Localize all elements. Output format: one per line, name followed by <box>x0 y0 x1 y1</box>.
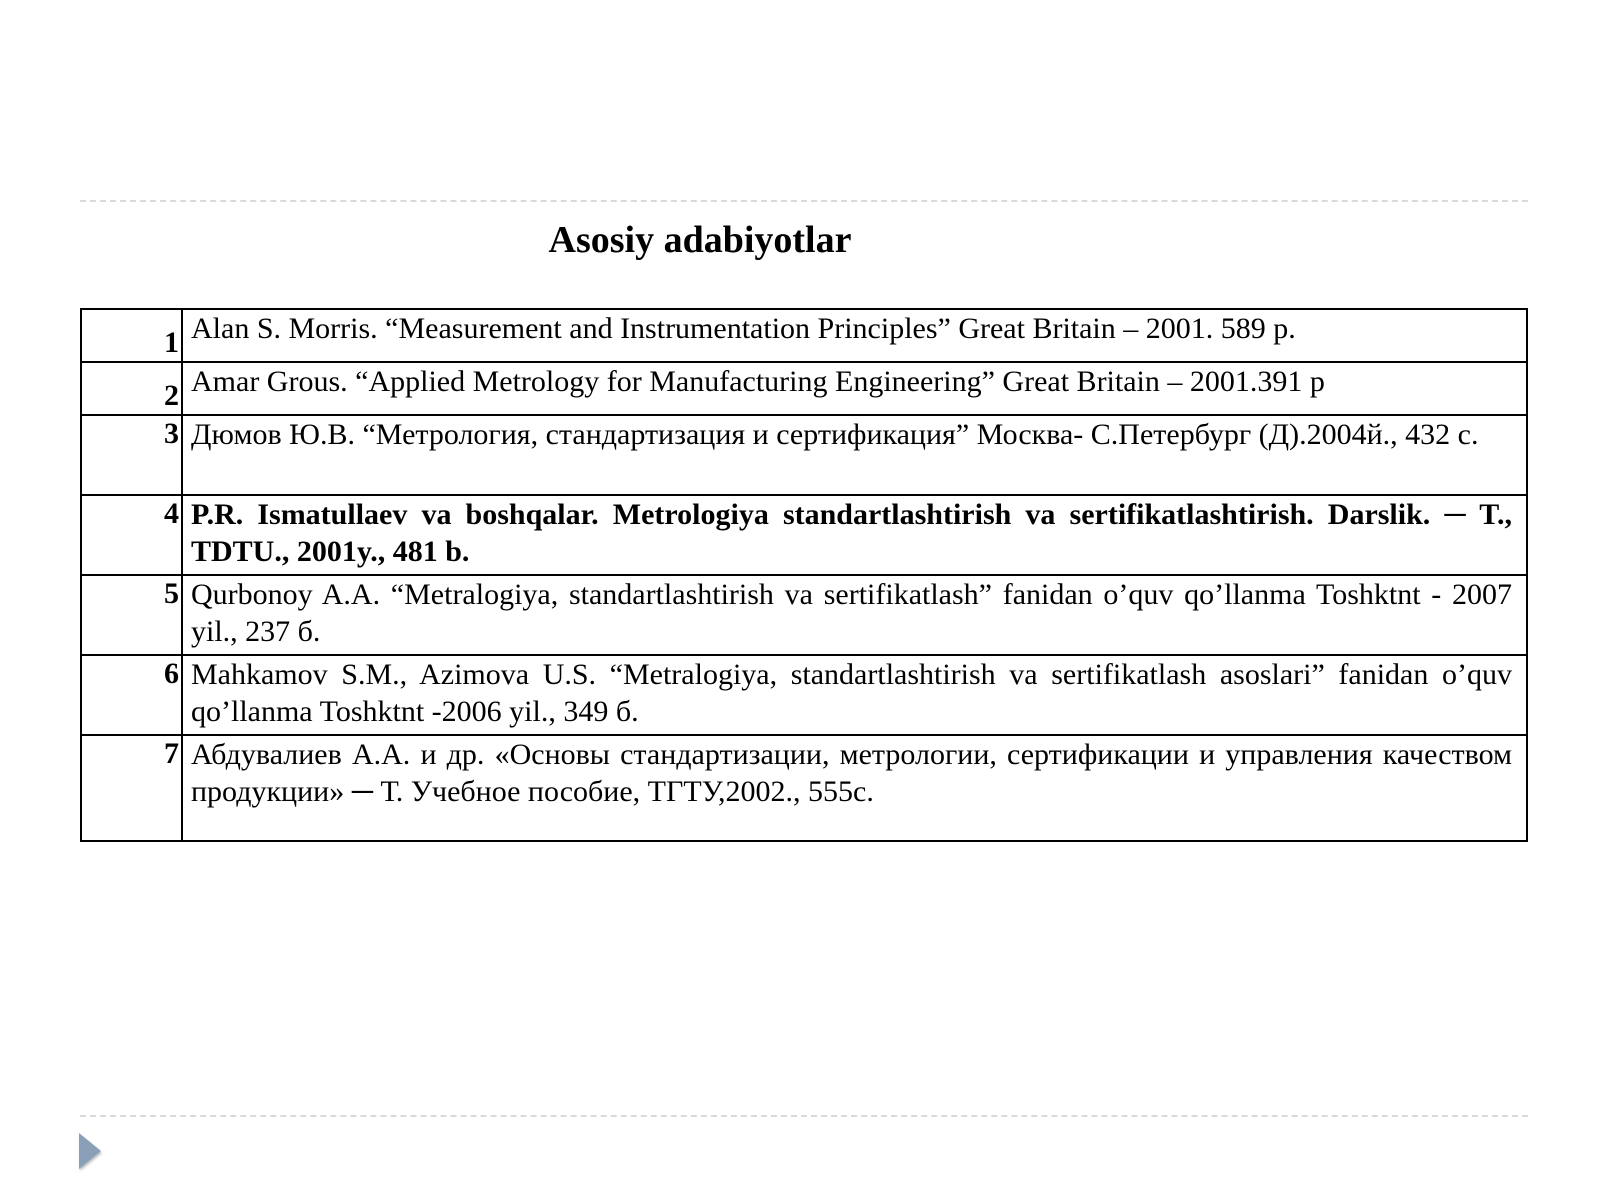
row-number: 1 <box>81 309 182 362</box>
row-number: 4 <box>81 495 182 575</box>
row-number: 7 <box>81 735 182 841</box>
table-row <box>81 735 1527 841</box>
row-number: 5 <box>81 575 182 655</box>
row-number: 6 <box>81 655 182 735</box>
reference-text: Mahkamov S.M., Azimova U.S. “Metralogiya, standartlashtirish va sertifikatlash asoslari” fanidan o’quv qo’llanma Toshktnt -2006 yil., 349 б. <box>182 655 1527 735</box>
bottom-divider <box>80 1115 1528 1117</box>
table-row <box>81 655 1527 735</box>
table-row <box>81 575 1527 655</box>
references-table <box>80 308 1528 842</box>
reference-text: Alan S. Morris. “Measurement and Instrumentation Principles” Great Britain – 2001. 589 p. <box>182 309 1527 362</box>
row-number: 2 <box>81 362 182 415</box>
table-row <box>81 309 1527 362</box>
play-arrow-icon[interactable] <box>79 1133 101 1169</box>
row-number: 3 <box>81 415 182 495</box>
reference-text: Qurbonoy A.A. “Metralogiya, standartlashtirish va sertifikatlash” fanidan o’quv qo’llanma Toshktnt - 2007 yil., 237 б. <box>182 575 1527 655</box>
table-row <box>81 495 1527 575</box>
table-row <box>81 362 1527 415</box>
reference-text: Абдувалиев А.А. и др. «Основы стандартизации, метрологии, сертификации и управления качеством продукции» ─ Т. Учебное пособие, ТГТУ,2002., 555с. <box>182 735 1527 841</box>
reference-text: Дюмов Ю.В. “Метрология, стандартизация и сертификация” Москва- С.Петербург (Д).2004й., 432 с. <box>182 415 1527 495</box>
reference-text: Amar Grous. “Applied Metrology for Manufacturing Engineering” Great Britain – 2001.391 p <box>182 362 1527 415</box>
reference-text: P.R. Ismatullaev va boshqalar. Metrologiya standartlashtirish va sertifikatlashtirish. Darslik. ─ T., TDTU., 2001y., 481 b. <box>182 495 1527 575</box>
table-row <box>81 415 1527 495</box>
page-title: Asosiy adabiyotlar <box>548 219 852 261</box>
top-divider <box>80 200 1528 202</box>
